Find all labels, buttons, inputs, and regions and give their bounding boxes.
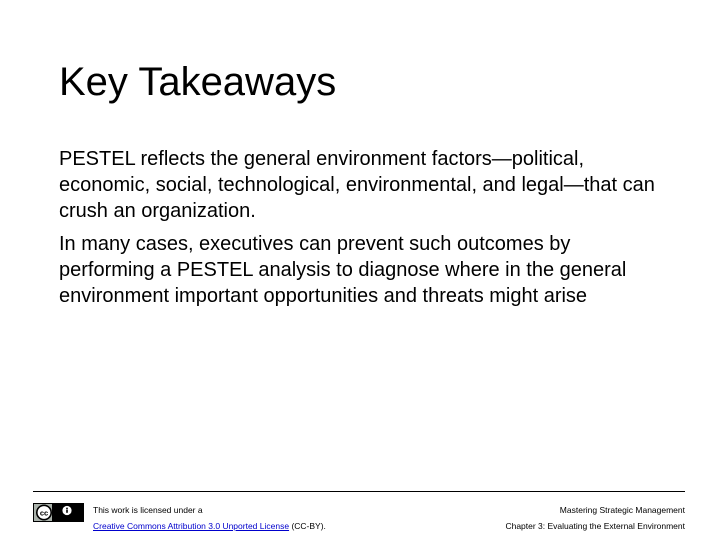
book-title: Mastering Strategic Management: [559, 505, 685, 515]
license-prefix: This work is licensed under a: [93, 505, 203, 515]
license-notice: [93, 502, 326, 534]
slide-title: Key Takeaways: [59, 60, 337, 104]
svg-text:cc: cc: [39, 508, 49, 518]
book-credit: [505, 502, 685, 534]
body-paragraph: PESTEL reflects the general environment factors—political, economic, social, technological, environmental, and legal—that can crush an organization.: [59, 148, 655, 222]
footer-divider: [33, 491, 685, 492]
body-paragraph: In many cases, executives can prevent such outcomes by performing a PESTEL analysis to diagnose where in the general environment important opportunities and threats might arise: [59, 233, 627, 307]
license-suffix: (CC-BY).: [289, 521, 326, 531]
chapter-title: Chapter 3: Evaluating the External Environment: [505, 521, 685, 531]
license-link[interactable]: Creative Commons Attribution 3.0 Unported License: [93, 521, 290, 531]
slide-body: [59, 146, 669, 316]
cc-by-icon: [33, 503, 84, 522]
